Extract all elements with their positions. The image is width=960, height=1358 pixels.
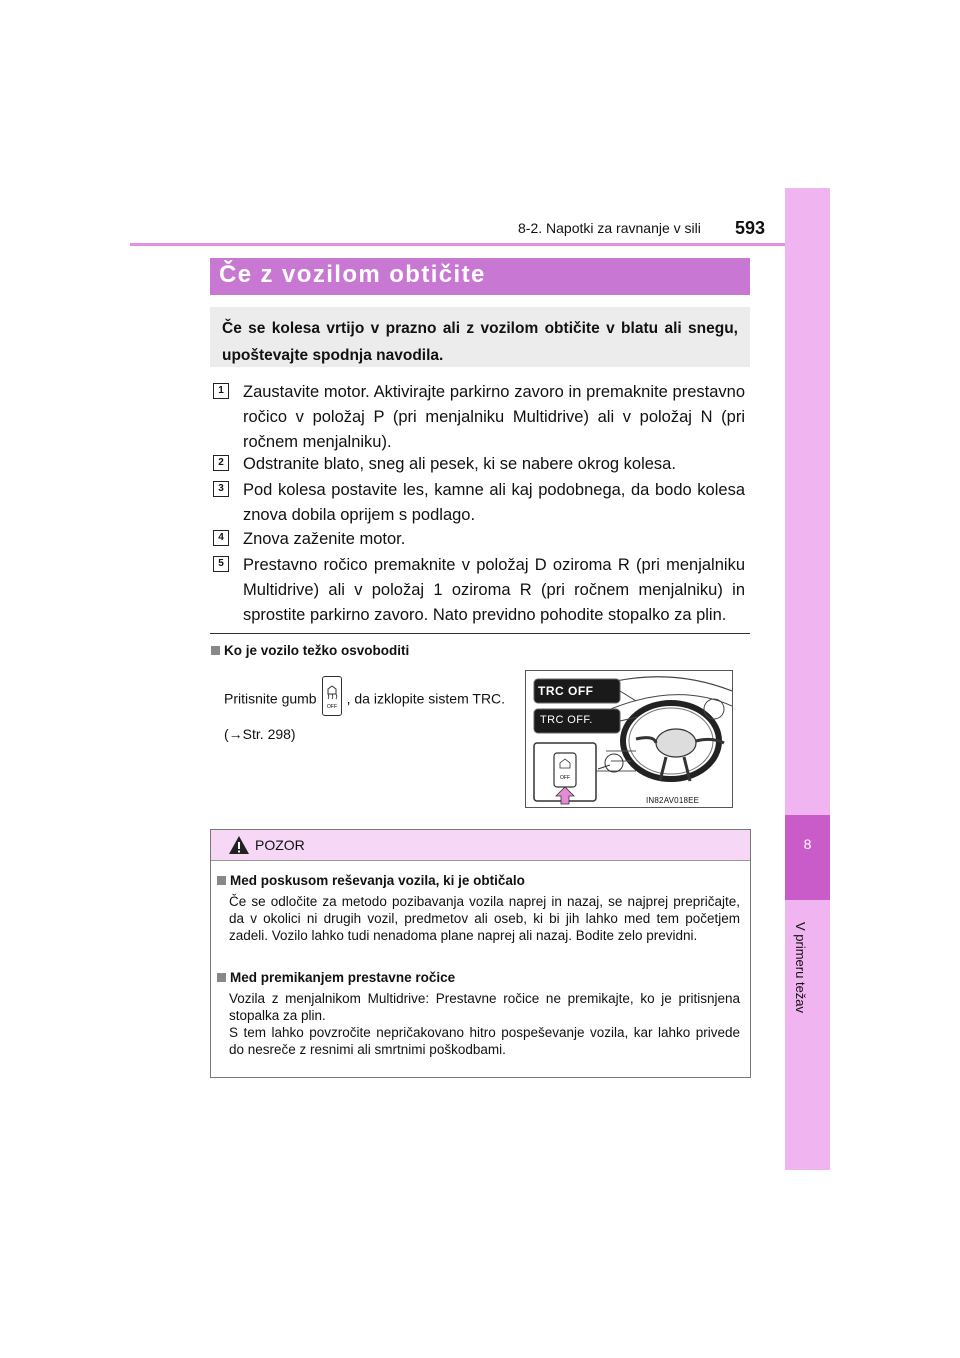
step-number-5: 5 bbox=[213, 556, 229, 572]
bullet-square-icon bbox=[217, 973, 226, 982]
svg-text:OFF: OFF bbox=[326, 704, 337, 710]
step-text-5: Prestavno ročico premaknite v položaj D oziroma R (pri menjalniku Multidrive) ali v položaj 1 oziroma R (pri ročnem menjalniku) in sprostite parkirno zavoro. Nato previdno pohodite stopalko za plin. bbox=[243, 556, 745, 624]
chapter-label: V primeru težav bbox=[793, 922, 808, 1014]
divider bbox=[210, 633, 750, 634]
warning-triangle-icon bbox=[228, 835, 250, 855]
dashboard-illustration bbox=[525, 670, 733, 808]
chapter-side-tab bbox=[785, 188, 830, 1170]
warning-item-heading-text-2: Med premikanjem prestavne ročice bbox=[230, 970, 456, 985]
warning-item-heading-text-1: Med poskusom reševanja vozila, ki je obtičalo bbox=[230, 873, 525, 888]
figure-code: IN82AV018EE bbox=[646, 796, 700, 805]
info-heading bbox=[211, 643, 409, 658]
page-reference: Str. 298) bbox=[242, 726, 296, 742]
indicator-trc-off-alt: TRC OFF. bbox=[540, 714, 593, 726]
step-number-4: 4 bbox=[213, 530, 229, 546]
warning-item-text-1: Če se odločite za metodo pozibavanja vozila naprej in nazaj, se najprej prepričajte, da v okolici ni drugih vozil, predmetov ali oseb, ki bi jih lahko med tem početjem zadeli. Vozilo lahko tudi nenadoma plane naprej ali nazaj. Bodite zelo previdni. bbox=[229, 894, 740, 943]
header-rule bbox=[130, 243, 830, 246]
step-text-3: Pod kolesa postavite les, kamne ali kaj podobnega, da bodo kolesa znova dobila oprijem s podlago. bbox=[243, 481, 745, 524]
info-text-before: Pritisnite gumb bbox=[224, 690, 317, 707]
info-heading-text: Ko je vozilo težko osvoboditi bbox=[224, 643, 410, 658]
intro-text: Če se kolesa vrtijo v prazno ali z vozilom obtičite v blatu ali snegu, upoštevajte spodnja navodila. bbox=[222, 320, 738, 364]
page-number: 593 bbox=[735, 218, 766, 238]
indicator-trc-off: TRC OFF bbox=[538, 684, 594, 698]
step-text-1: Zaustavite motor. Aktivirajte parkirno zavoro in premaknite prestavno ročico v položaj P (pri menjalniku Multidrive) ali v položaj N (pri ročnem menjalniku). bbox=[243, 383, 745, 451]
arrow-icon: → bbox=[228, 726, 243, 742]
info-text-after: , da izklopite sistem TRC. ( bbox=[224, 690, 506, 742]
warning-item-text-2b: S tem lahko povzročite nepričakovano hitro pospeševanje vozila, kar lahko privede do nesreče z resnimi ali smrtnimi poškodbami. bbox=[229, 1025, 740, 1057]
step-number-1: 1 bbox=[213, 383, 229, 399]
section-title: 8-2. Napotki za ravnanje v sili bbox=[518, 220, 701, 236]
info-text bbox=[224, 680, 508, 748]
step-text-2: Odstranite blato, sneg ali pesek, ki se nabere okrog kolesa. bbox=[243, 455, 676, 473]
bullet-square-icon bbox=[211, 646, 220, 655]
chapter-number: 8 bbox=[803, 836, 812, 852]
svg-text:OFF: OFF bbox=[560, 775, 570, 781]
chapter-number-tab bbox=[785, 815, 830, 900]
step-number-2: 2 bbox=[213, 455, 229, 471]
warning-item-heading-1 bbox=[217, 873, 525, 888]
intro-box bbox=[210, 307, 750, 367]
section-title-bar bbox=[210, 258, 750, 295]
bullet-square-icon bbox=[217, 876, 226, 885]
warning-title: POZOR bbox=[255, 837, 305, 853]
step-number-3: 3 bbox=[213, 481, 229, 497]
warning-header bbox=[211, 830, 750, 861]
step-text-4: Znova zaženite motor. bbox=[243, 530, 406, 548]
trc-off-button-icon bbox=[322, 676, 342, 716]
warning-item-text-2a: Vozila z menjalnikom Multidrive: Prestavne ročice ne premikajte, ko je pritisnjena stopalka za plin. bbox=[229, 991, 740, 1023]
page-title: Če z vozilom obtičite bbox=[219, 261, 486, 288]
warning-item-heading-2 bbox=[217, 970, 455, 985]
